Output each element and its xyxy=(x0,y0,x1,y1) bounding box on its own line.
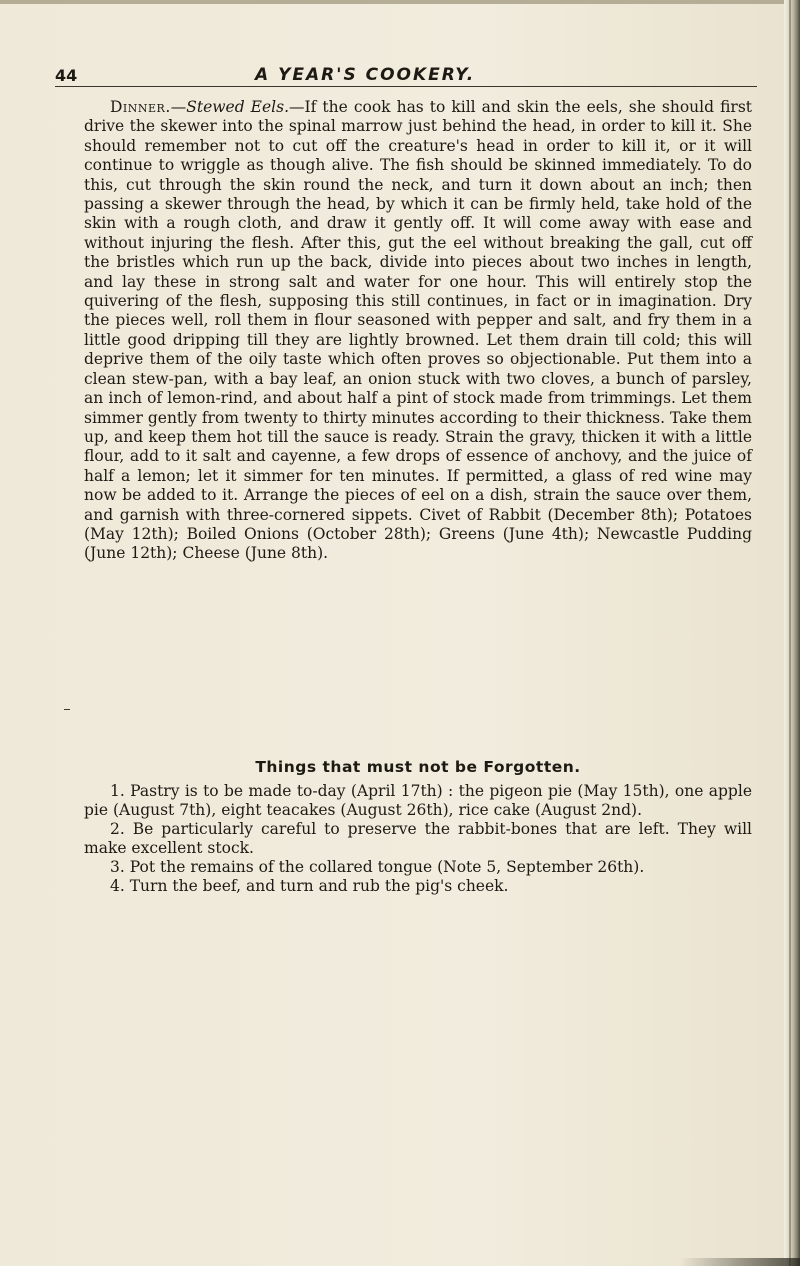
list-item: 3. Pot the remains of the collared tongue (Note 5, September 26th). xyxy=(110,858,645,876)
list-item: 4. Turn the beef, and turn and rub the pig's cheek. xyxy=(110,877,509,895)
recipe-paragraph xyxy=(84,98,752,564)
section-heading: Things that must not be Forgotten. xyxy=(255,758,581,776)
recipe-title: Stewed Eels. xyxy=(186,98,290,116)
recipe-body: —If the cook has to kill and skin the eels, she should first drive the skewer into the spinal marrow just behind the head, in order to kill it. She should remember not to cut off the creature's head in order to kill it, or it will continue to wriggle as though alive. The fish should be skinned immediately. To do this, cut through the skin round the neck, and turn it down about an inch; then passing a skewer through the head, by which it can be firmly held, take hold of the skin with a rough cloth, and draw it gently off. It will come away with ease and without injuring the flesh. After this, gut the eel without breaking the gall, cut off the bristles which run up the back, divide into pieces about two inches in length, and lay these in strong salt and water for one hour. This will entirely stop the quivering of the flesh, supposing this still continues, in fact or in imagination. Dry the pieces well, roll them in flour seasoned with pepper and salt, and fry them in a little good dripping till they are lightly browned. Let them drain till cold; this will deprive them of the oily taste which often proves so objectionable. Put them into a clean stew-pan, with a bay leaf, an onion stuck with two cloves, a bunch of parsley, an inch of lemon-rind, and about half a pint of stock made from trimmings. Let them simmer gently from twenty to thirty minutes according to their thickness. Take them up, and keep them hot till the sauce is ready. Strain the gravy, thicken it with a little flour, add to it salt and cayenne, a few drops of essence of anchovy, and the juice of half a lemon; let it simmer for ten minutes. If permitted, a glass of red wine may now be added to it. Arrange the pieces of eel on a dish, strain the sauce over them, and garnish with three-cornered sippets. Civet of Rabbit (December 8th); Potatoes (May 12th); Boiled Onions (October 28th); Greens (June 4th); Newcastle Pudding (June 12th); Cheese (June 8th). xyxy=(84,98,753,563)
lead-dash: — xyxy=(170,98,187,116)
header-rule xyxy=(55,86,757,87)
reminder-list xyxy=(84,782,752,896)
binding-edge xyxy=(784,0,800,1266)
running-head: A YEAR'S COOKERY. xyxy=(255,65,476,85)
binding-line xyxy=(789,0,791,1266)
meal-label: Dinner. xyxy=(110,98,171,116)
page-top-edge xyxy=(0,0,800,4)
list-item: 1. Pastry is to be made to-day (April 17th) : the pigeon pie (May 15th), one apple pie (August 7th), eight teacakes (August 26th), rice cake (August 2nd). xyxy=(84,782,752,819)
page-number: 44 xyxy=(55,66,78,85)
page-header xyxy=(55,62,755,88)
corner-shadow xyxy=(680,1258,800,1266)
list-item: 2. Be particularly careful to preserve the rabbit-bones that are left. They will make excellent stock. xyxy=(84,820,752,857)
margin-mark xyxy=(64,709,70,710)
